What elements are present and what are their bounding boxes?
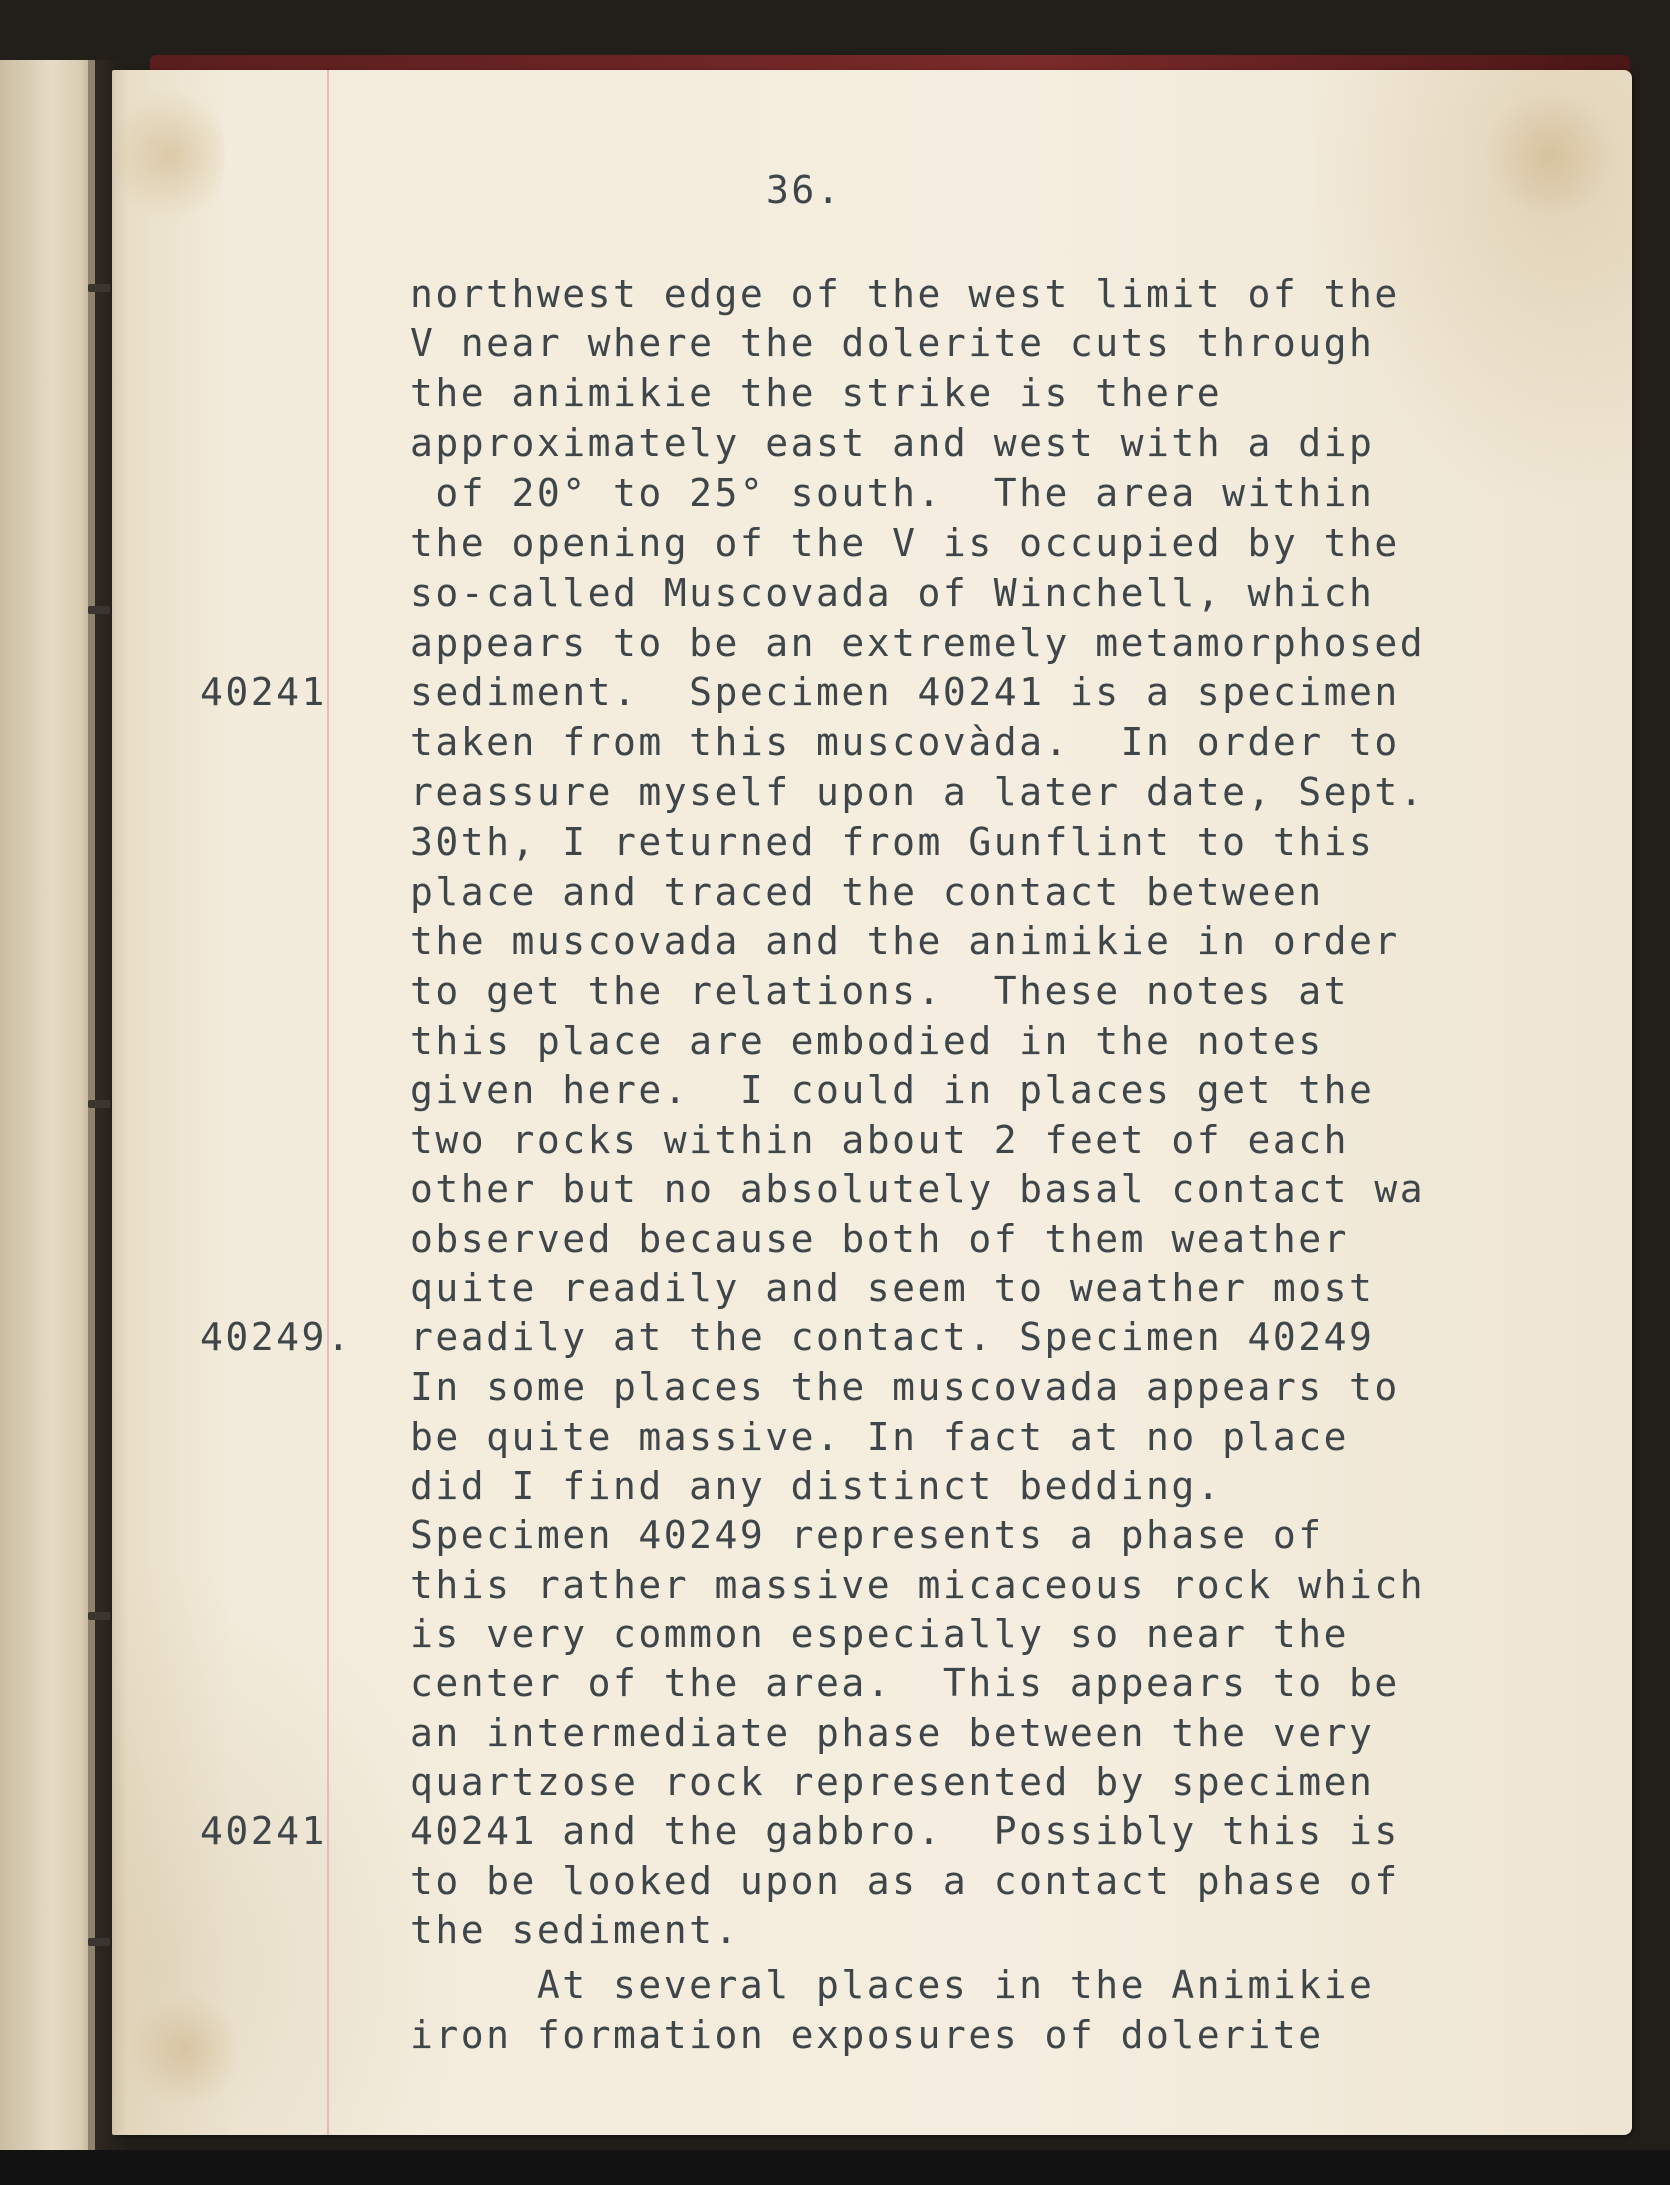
text-line: the sediment. [410, 1908, 740, 1952]
text-line: center of the area. This appears to be [410, 1661, 1400, 1705]
text-line: quite readily and seem to weather most [410, 1266, 1375, 1310]
text-line: sediment. Specimen 40241 is a specimen [410, 670, 1400, 714]
text-line: reassure myself upon a later date, Sept. [410, 770, 1426, 814]
text-line: At several places in the Animikie [410, 1963, 1375, 2007]
text-line: appears to be an extremely metamorphosed [410, 621, 1426, 665]
text-line: V near where the dolerite cuts through [410, 321, 1375, 365]
text-line: to be looked upon as a contact phase of [410, 1859, 1400, 1903]
text-line: the muscovada and the animikie in order [410, 919, 1400, 963]
text-line: to get the relations. These notes at [410, 969, 1349, 1013]
text-line: observed because both of them weather [410, 1217, 1349, 1261]
text-line: readily at the contact. Specimen 40249 [410, 1315, 1375, 1359]
text-line: Specimen 40249 represents a phase of [410, 1513, 1324, 1557]
text-line: approximately east and west with a dip [410, 421, 1375, 465]
text-line: the animikie the strike is there [410, 371, 1223, 415]
margin-specimen-note: 40249. [200, 1315, 353, 1359]
text-line: In some places the muscovada appears to [410, 1365, 1400, 1409]
text-line: given here. I could in places get the [410, 1068, 1375, 1112]
text-line: other but no absolutely basal contact wa [410, 1167, 1426, 1211]
text-line: quartzose rock represented by specimen [410, 1760, 1375, 1804]
page-number: 36. [766, 168, 843, 212]
text-line: 40241 and the gabbro. Possibly this is [410, 1809, 1400, 1853]
text-line: an intermediate phase between the very [410, 1711, 1375, 1755]
text-line: this rather massive micaceous rock which [410, 1563, 1426, 1607]
margin-specimen-note: 40241 [200, 1809, 327, 1853]
text-line: is very common especially so near the [410, 1612, 1349, 1656]
text-line: be quite massive. In fact at no place [410, 1415, 1349, 1459]
text-line: this place are embodied in the notes [410, 1019, 1324, 1063]
text-line: two rocks within about 2 feet of each [410, 1118, 1349, 1162]
text-line: of 20° to 25° south. The area within [410, 471, 1375, 515]
margin-specimen-note: 40241 [200, 670, 327, 714]
text-line: 30th, I returned from Gunflint to this [410, 820, 1375, 864]
text-line: so-called Muscovada of Winchell, which [410, 571, 1375, 615]
text-line: iron formation exposures of dolerite [410, 2013, 1324, 2057]
text-line: the opening of the V is occupied by the [410, 521, 1400, 565]
text-line: taken from this muscovàda. In order to [410, 720, 1400, 764]
text-line: northwest edge of the west limit of the [410, 272, 1400, 316]
text-line: did I find any distinct bedding. [410, 1464, 1223, 1508]
text-line: place and traced the contact between [410, 870, 1324, 914]
